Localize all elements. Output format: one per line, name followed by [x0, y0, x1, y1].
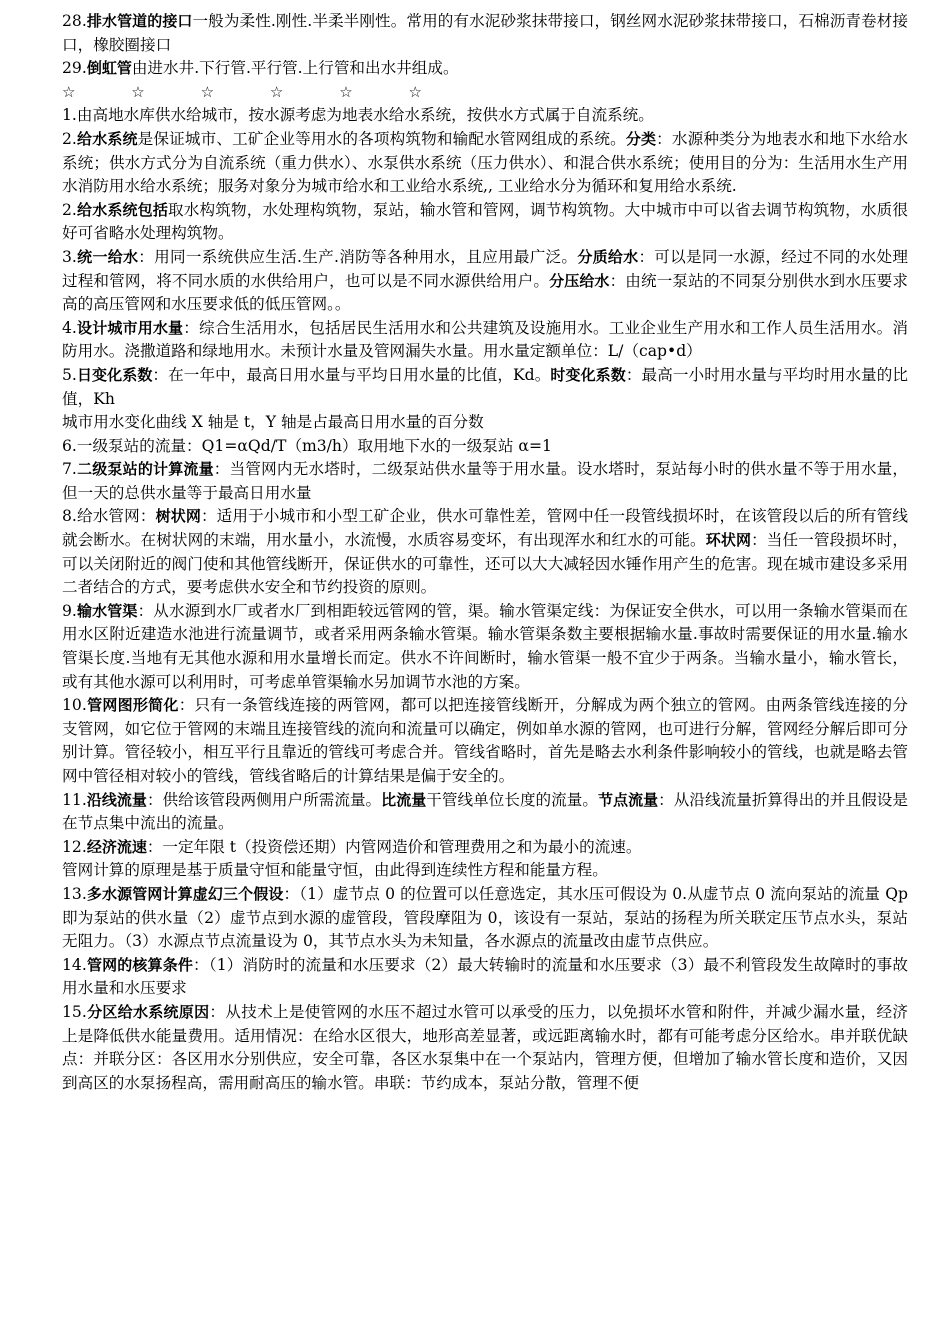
text-run: 2.	[62, 200, 77, 219]
text-run: ：（1）虚节点 0 的位置可以任意选定，其水压可假设为 0.从虚节点 0 流向泵站的流量 Qp 即为泵站的供水量（2）虚节点到水源的虚管段，管段摩阻为 0，该设有一泵站，泵站的扬程为所关联定压节点水头，泵站无阻力。（3）水源点节点流量设为 0，其节点水头为未知量，各水源点的流量改由虚节点供应。	[62, 884, 908, 951]
paragraph	[62, 364, 908, 411]
paragraph	[62, 435, 908, 459]
bold-term: 分类	[625, 129, 657, 148]
bold-term: 比流量	[381, 790, 427, 809]
text-run: ：在一年中，最高日用水量与平均日用水量的比值，Kd。	[152, 365, 551, 384]
star-divider	[62, 81, 422, 105]
text-run: ：适用于小城市和小型工矿企业，供水可靠性差，管网中任一段管线损坏时，在该管段以后的所有管线就会断水。在树状网的末端，用水量小，水流慢，水质容易变坏，有出现浑水和红水的可能。	[62, 507, 908, 550]
text-run: 14.	[62, 955, 87, 974]
text-run: 10.	[62, 696, 87, 715]
bold-term: 管网图形简化	[86, 696, 179, 715]
star-icon: ☆	[131, 82, 145, 101]
star-icon: ☆	[339, 82, 353, 101]
paragraph	[62, 199, 908, 246]
text-run: 2.	[62, 129, 77, 148]
bold-term: 排水管道的接口	[86, 12, 193, 30]
paragraph	[62, 246, 908, 317]
bold-term: 多水源管网计算虚幻三个假设	[86, 884, 284, 903]
text-run: ：可以是同一水源，经过不同的水处理过程和管网，将不同水质的水供给用户，也可以是不同水源供给用户。	[62, 247, 908, 290]
star-icon: ☆	[200, 82, 215, 101]
text-run: 29.	[62, 59, 87, 78]
bold-term: 树状网	[155, 507, 201, 526]
text-run: ：从水源到水厂或者水厂到相距较远管网的管，渠。输水管渠定线：为保证安全供水，可以用一条输水管渠而在用水区附近建造水池进行流量调节，或者采用两条输水管渠。输水管渠条数主要根据输水量.事故时需要保证的用水量.输水管渠长度.当地有无其他水源和用水量增长而定。供水不许间断时，输水管渠一般不宜少于两条。当输水量小，输水管长，或有其他水源可以利用时，可考虑单管渠输水另加调节水池的方案。	[62, 601, 908, 691]
text-run: ：最高一小时用水量与平均时用水量的比值，Kh	[62, 365, 908, 408]
text-run: 15.	[62, 1002, 87, 1021]
text-run: 6.一级泵站的流量：Q1=αQd/T（m3/h）取用地下水的一级泵站 α=1	[62, 436, 552, 455]
bold-term: 二级泵站的计算流量	[76, 460, 214, 479]
paragraph	[62, 458, 908, 505]
bold-term: 节点流量	[598, 790, 659, 809]
text-run: ：只有一条管线连接的两管网，都可以把连接管线断开，分解成为两个独立的管网。由两条管线连接的分支管网，如它位于管网的末端且连接管线的流向和流量可以确定，例如单水源的管网，也可进行分解，管网经分解后即可分别计算。管径较小，相互平行且靠近的管线可考虑合并。管线省略时，首先是略去水利条件影响较小的管线，也就是略去管网中管径相对较小的管线，管线省略后的计算结果是偏于安全的。	[62, 696, 908, 785]
bold-term: 分压给水	[549, 271, 610, 290]
bold-term: 时变化系数	[550, 365, 626, 384]
paragraph	[62, 317, 908, 364]
bold-term: 给水系统包括	[76, 200, 168, 219]
paragraph	[62, 789, 908, 836]
paragraph	[62, 954, 908, 1001]
paragraph	[62, 57, 908, 81]
bold-term: 日变化系数	[76, 365, 153, 384]
text-run: 一般为柔性.刚性.半柔半刚性。常用的有水泥砂浆抹带接口，钢丝网水泥砂浆抹带接口，石棉沥青卷材接口，橡胶圈接口	[62, 12, 908, 54]
text-run: ：一定年限 t（投资偿还期）内管网造价和管理费用之和为最小的流速。	[146, 837, 642, 856]
text-run: 5.	[62, 365, 77, 384]
star-icon: ☆	[62, 82, 76, 101]
bold-term: 统一给水	[76, 247, 139, 266]
bold-term: 沿线流量	[86, 790, 147, 809]
text-run: 28.	[62, 12, 87, 30]
bold-term: 环状网	[705, 531, 752, 550]
text-run: ：由统一泵站的不同泵分别供水到水压要求高的高压管网和水压要求低的低压管网。。	[62, 271, 908, 314]
text-run: 3.	[62, 247, 77, 266]
text-run: 4.	[62, 318, 77, 337]
bold-term: 设计城市用水量	[76, 318, 184, 337]
text-run: 管网计算的原理是基于质量守恒和能量守恒，由此得到连续性方程和能量方程。	[62, 861, 608, 880]
text-run: ：水源种类分为地表水和地下水给水系统；供水方式分为自流系统（重力供水）、水泵供水系统（压力供水）、和混合供水系统；使用目的分为：生活用水生产用水消防用水给水系统；服务对象分为城市给水和工业给水系统,, 工业给水分为循环和复用给水系统.	[62, 129, 908, 196]
text-run: 12.	[62, 837, 87, 856]
text-run: ：当管网内无水塔时，二级泵站供水量等于用水量。设水塔时，泵站每小时的供水量不等于用水量，但一天的总供水量等于最高日用水量	[62, 460, 908, 502]
bold-term: 管网的核算条件	[86, 955, 194, 974]
bold-term: 给水系统	[76, 129, 138, 148]
bold-term: 经济流速	[86, 837, 147, 856]
paragraph	[62, 694, 908, 788]
text-run: ：当任一管段损坏时，可以关闭附近的阀门使和其他管线断开，保证供水的可靠性，还可以大大减轻因水锤作用产生的危害。现在城市建设多采用二者结合的方式，要考虑供水安全和节约投资的原则。	[62, 531, 908, 597]
bold-term: 输水管渠	[76, 601, 138, 620]
text-run: 7.	[62, 460, 77, 479]
text-run: ：供给该管段两侧用户所需流量。	[146, 790, 382, 809]
paragraph	[62, 10, 908, 57]
bold-term: 分质给水	[577, 247, 639, 266]
paragraph	[62, 104, 908, 128]
text-run: 城市用水变化曲线 X 轴是 t，Y 轴是占最高日用水量的百分数	[62, 413, 484, 432]
document-page	[62, 10, 908, 1095]
text-run: ：（1）消防时的流量和水压要求（2）最大转输时的流量和水压要求（3）最不利管段发生故障时的事故用水量和水压要求	[62, 955, 908, 998]
text-run: 13.	[62, 884, 87, 903]
text-run: 9.	[62, 601, 77, 620]
star-icon: ☆	[269, 82, 284, 101]
paragraph	[62, 1001, 908, 1095]
paragraph	[62, 883, 908, 954]
paragraph	[62, 859, 908, 883]
star-icon: ☆	[408, 82, 422, 101]
paragraph	[62, 600, 908, 694]
text-run: 1.由高地水库供水给城市，按水源考虑为地表水给水系统，按供水方式属于自流系统。	[62, 106, 654, 125]
text-run: ：从沿线流量折算得出的并且假设是在节点集中流出的流量。	[62, 790, 908, 833]
text-run: 由进水井.下行管.平行管.上行管和出水井组成。	[131, 59, 459, 78]
text-run: ：综合生活用水，包括居民生活用水和公共建筑及设施用水。工业企业生产用水和工作人员生活用水。消防用水。浇撒道路和绿地用水。未预计水量及管网漏失水量。用水量定额单位：L/（cap•d）	[62, 318, 908, 361]
text-run: 干管线单位长度的流量。	[426, 790, 599, 809]
paragraph	[62, 836, 908, 860]
text-run: ：用同一系统供应生活.生产.消防等各种用水，且应用最广泛。	[138, 247, 578, 266]
text-run: 是保证城市、工矿企业等用水的各项构筑物和输配水管网组成的系统。	[137, 129, 626, 148]
paragraph	[62, 505, 908, 599]
paragraph	[62, 128, 908, 199]
bold-term: 分区给水系统原因	[86, 1002, 210, 1021]
text-run: 8.给水管网：	[62, 507, 156, 526]
text-run: ：从技术上是使管网的水压不超过水管可以承受的压力，以免损坏水管和附件，并减少漏水量，经济上是降低供水能量费用。适用情况：在给水区很大，地形高差显著，或远距离输水时，都有可能考虑分区给水。串并联优缺点：并联分区：各区用水分别供应，安全可靠，各区水泵集中在一个泵站内，管理方便，但增加了输水管长度和造价，又因到高区的水泵扬程高，需用耐高压的输水管。串联：节约成本，泵站分散，管理不便	[62, 1002, 908, 1092]
paragraph	[62, 411, 908, 435]
text-run: 取水构筑物，水处理构筑物，泵站，输水管和管网，调节构筑物。大中城市中可以省去调节构筑物，水质很好可省略水处理构筑物。	[62, 200, 908, 243]
bold-term: 倒虹管	[86, 59, 132, 78]
text-run: 11.	[62, 790, 87, 809]
